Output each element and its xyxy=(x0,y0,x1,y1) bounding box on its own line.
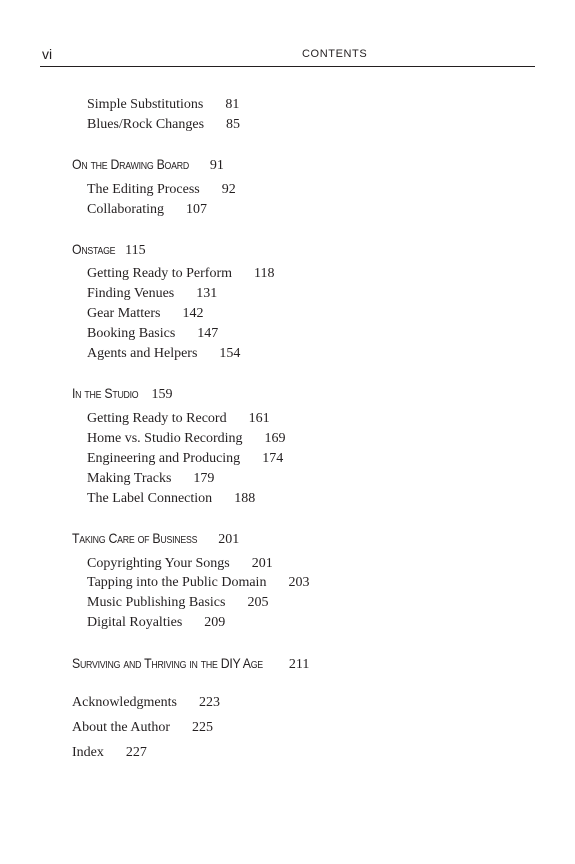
toc-page-number: 227 xyxy=(125,745,147,760)
toc-back-matter-entry xyxy=(72,719,213,737)
toc-entry-title: Tapping into the Public Domain xyxy=(87,575,267,590)
toc-subentry xyxy=(87,305,203,323)
toc-page-number: 201 xyxy=(218,532,240,547)
toc-subentry xyxy=(87,614,225,632)
toc-page-number: 225 xyxy=(192,720,213,735)
toc-subentry xyxy=(87,201,207,219)
toc-entry-title: Booking Basics xyxy=(87,326,176,341)
toc-subentry xyxy=(87,490,255,508)
toc-back-matter-entry xyxy=(72,744,147,762)
toc-entry-title: Index xyxy=(72,745,104,760)
page-number: vi xyxy=(42,46,53,62)
toc-chapter xyxy=(72,529,239,549)
toc-page-number: 209 xyxy=(204,615,226,630)
toc-page-number: 169 xyxy=(264,431,286,446)
toc-chapter xyxy=(72,155,224,175)
toc-page-number: 85 xyxy=(226,117,241,132)
toc-subentry xyxy=(87,181,236,199)
toc-subentry xyxy=(87,116,240,134)
toc-subentry xyxy=(87,265,275,283)
toc-entry-title: Finding Venues xyxy=(87,286,175,301)
toc-subentry xyxy=(87,345,240,363)
toc-chapter-title: Onstage xyxy=(72,241,116,257)
toc-page-number: 159 xyxy=(151,387,173,402)
toc-subentry xyxy=(87,555,273,573)
toc-page-number: 161 xyxy=(248,411,270,426)
toc-subentry xyxy=(87,594,268,612)
toc-entry-title: Agents and Helpers xyxy=(87,346,198,361)
toc-entry-title: Getting Ready to Record xyxy=(87,411,227,426)
toc-page-number: 179 xyxy=(193,471,215,486)
toc-page-number: 203 xyxy=(288,575,310,590)
toc-entry-title: The Editing Process xyxy=(87,182,200,197)
toc-page-number: 211 xyxy=(288,657,310,672)
running-head: CONTENTS xyxy=(302,48,368,60)
toc-page-number: 201 xyxy=(251,556,273,571)
toc-entry-title: Digital Royalties xyxy=(87,615,183,630)
toc-entry-title: Engineering and Producing xyxy=(87,451,241,466)
toc-entry-title: Gear Matters xyxy=(87,306,161,321)
toc-page-number: 115 xyxy=(125,243,146,258)
toc-subentry xyxy=(87,574,309,592)
toc-subentry xyxy=(87,96,239,114)
toc-subentry xyxy=(87,285,217,303)
toc-back-matter-entry xyxy=(72,694,220,712)
page-header xyxy=(40,44,535,67)
toc-entry-title: The Label Connection xyxy=(87,491,213,506)
toc-subentry xyxy=(87,410,270,428)
toc-page-number: 118 xyxy=(254,266,275,281)
toc-entry-title: Copyrighting Your Songs xyxy=(87,556,230,571)
toc-entry-title: Music Publishing Basics xyxy=(87,595,226,610)
toc-page-number: 131 xyxy=(196,286,218,301)
toc-subentry xyxy=(87,430,286,448)
toc-entry-title: Blues/Rock Changes xyxy=(87,117,205,132)
toc-page-number: 92 xyxy=(221,182,236,197)
toc-page-number: 174 xyxy=(262,451,284,466)
toc-chapter-title: Taking Care of Business xyxy=(72,530,198,546)
toc-chapter xyxy=(72,240,146,260)
toc-chapter-title: On the Drawing Board xyxy=(72,156,189,172)
toc-entry-title: About the Author xyxy=(72,720,170,735)
toc-subentry xyxy=(87,450,283,468)
toc-chapter-title: Surviving and Thriving in the DIY Age xyxy=(72,655,263,671)
toc-page-number: 147 xyxy=(197,326,219,341)
toc-chapter-title: In the Studio xyxy=(72,385,139,401)
toc-page-number: 154 xyxy=(219,346,241,361)
toc-entry-title: Making Tracks xyxy=(87,471,172,486)
toc-page-number: 81 xyxy=(225,97,240,112)
toc-entry-title: Collaborating xyxy=(87,202,164,217)
toc-page-number: 205 xyxy=(247,595,269,610)
toc-page-number: 223 xyxy=(198,695,220,710)
toc-entry-title: Simple Substitutions xyxy=(87,97,204,112)
toc-subentry xyxy=(87,325,218,343)
toc-chapter xyxy=(72,384,172,404)
toc-entry-title: Getting Ready to Perform xyxy=(87,266,233,281)
toc-page-number: 107 xyxy=(186,202,207,217)
toc-entry-title: Home vs. Studio Recording xyxy=(87,431,243,446)
toc-entry-title: Acknowledgments xyxy=(72,695,177,710)
toc-page-number: 91 xyxy=(209,158,224,173)
toc-chapter xyxy=(72,654,309,674)
toc-subentry xyxy=(87,470,214,488)
toc-page-number: 142 xyxy=(182,306,204,321)
toc-page-number: 188 xyxy=(234,491,256,506)
